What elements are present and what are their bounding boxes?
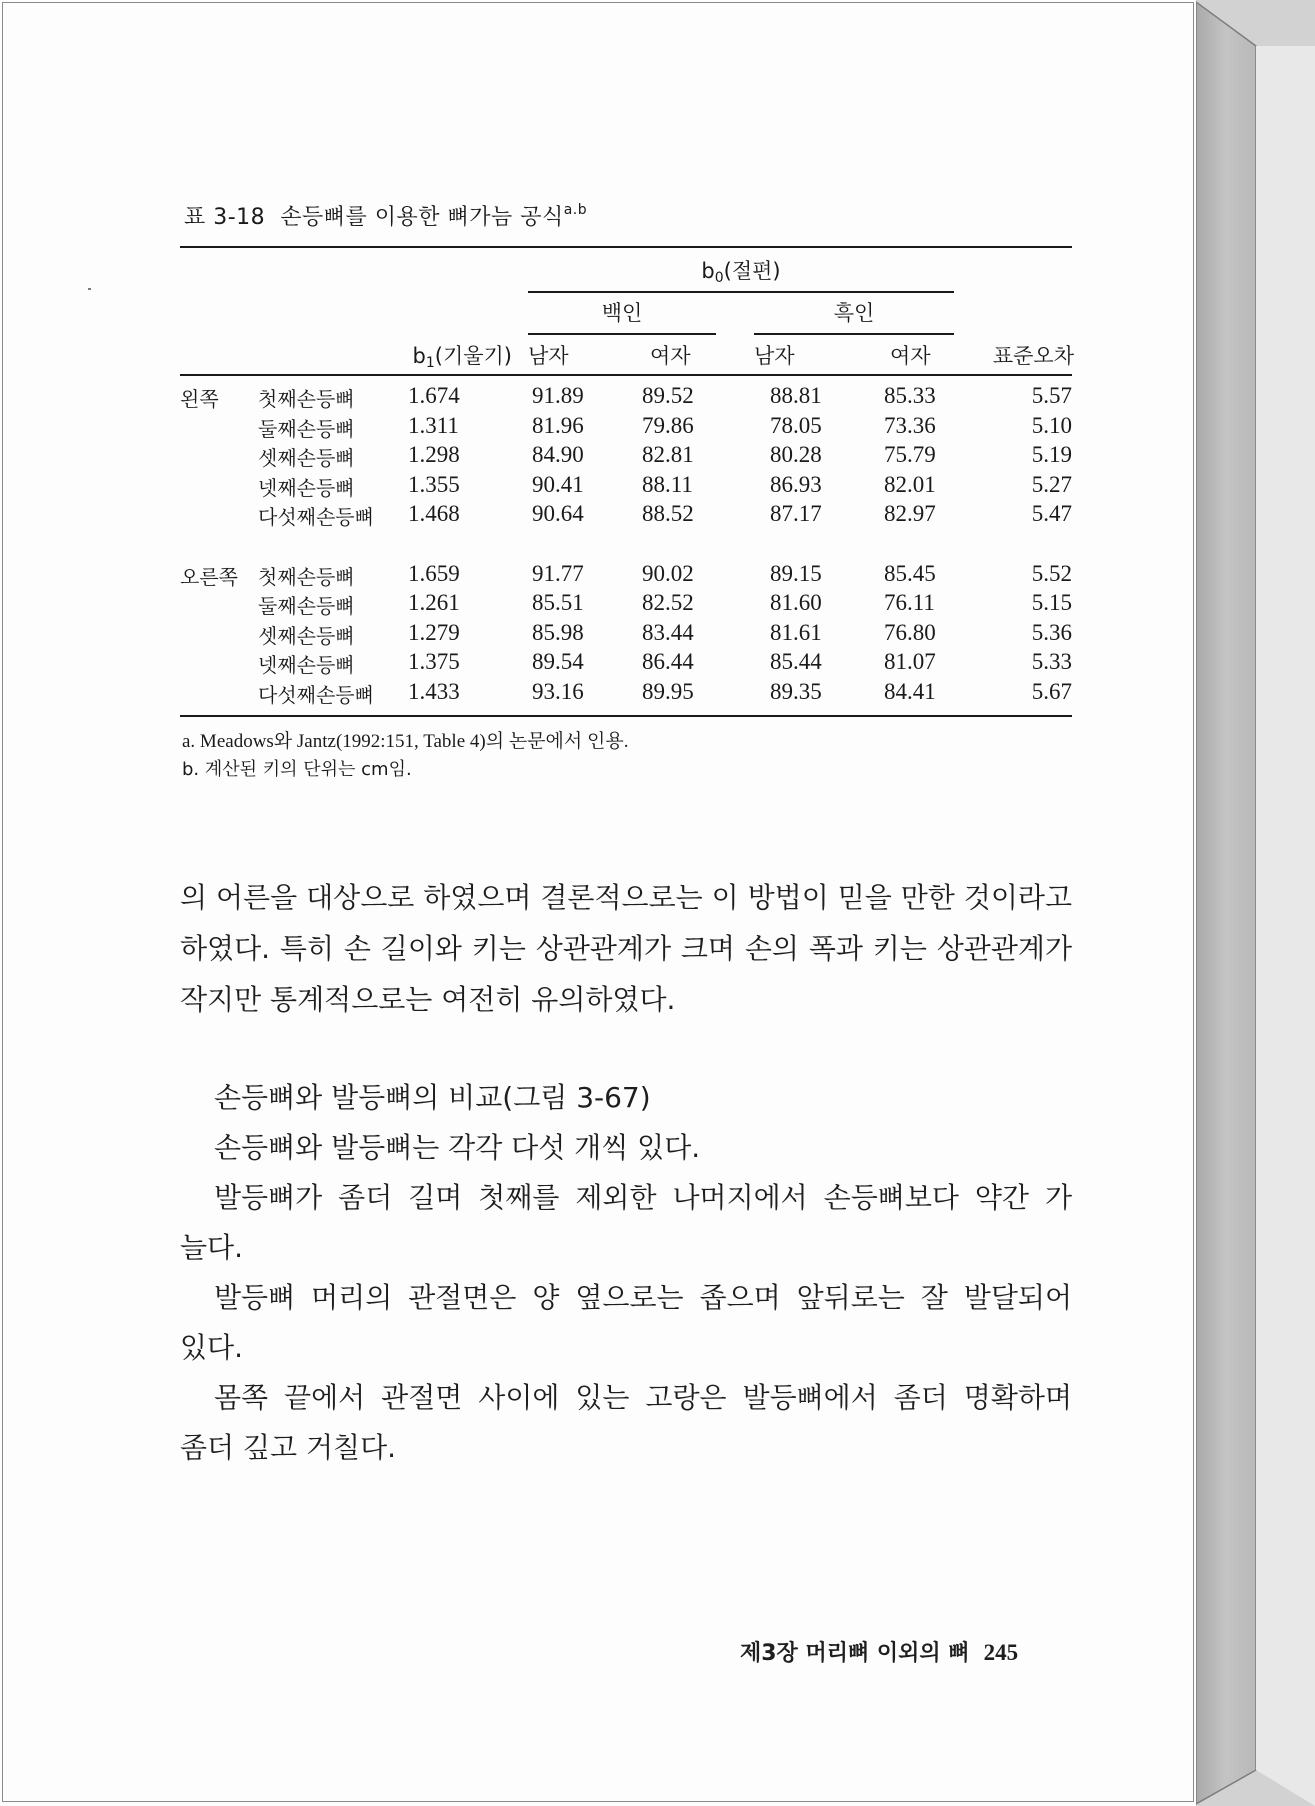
comparison-section [180,1073,1072,1473]
table-row: 오른쪽 첫째손등뼈 1.659 91.77 90.02 89.15 85.45 5.52 [180,560,1072,589]
section-heading: 손등뼈와 발등뼈의 비교(그림 3-67) [214,1081,651,1114]
table-row: 둘째손등뼈 1.311 81.96 79.86 78.05 73.36 5.10 [258,412,1072,441]
body-paragraph: 의 어른을 대상으로 하였으며 결론적으로는 이 방법이 믿을 만한 것이라고 하였다. 특히 손 길이와 키는 상관관계가 크며 손의 폭과 키는 상관관계가 작지만 통계적으로는 여전히 유의하였다. [180,881,1073,1016]
section-line-2b: 늘다. [180,1231,243,1264]
table-bottom-rule [180,715,1072,717]
white-female-header: 여자 [650,344,691,368]
print-speck [88,288,91,290]
table-row: 넷째손등뼈 1.355 90.41 88.11 86.93 82.01 5.27 [258,471,1072,500]
table-caption [184,200,587,231]
table-row: 넷째손등뼈 1.375 89.54 86.44 85.44 81.07 5.33 [258,649,1072,677]
table-row: 셋째손등뼈 1.298 84.90 82.81 80.28 75.79 5.19 [258,442,1072,470]
section-line-4b: 좀더 깊고 거칠다. [180,1431,397,1464]
table-row: 셋째손등뼈 1.279 85.98 83.44 81.61 76.80 5.36 [258,619,1072,648]
table-body [180,383,1072,708]
section-line-3b: 있다. [180,1331,243,1364]
header-bottom-rule [180,374,1072,376]
se-header: 표준오차 [992,344,1074,368]
table-row: 다섯째손등뼈 1.468 90.64 88.52 87.17 82.97 5.47 [258,501,1072,529]
black-male-header: 남자 [754,344,795,368]
table-label: 표 3-18 [184,205,266,230]
b1-header: $b_1$(기울기) [412,344,512,371]
running-footer [740,1636,1018,1667]
table-row: 다섯째손등뼈 1.433 93.16 89.95 89.35 84.41 5.67 [258,678,1072,707]
b0-group-rule [528,291,954,293]
table-title: 손등뼈를 이용한 뼈가늠 공식 [280,205,564,230]
section-line-1: 손등뼈와 발등뼈는 각각 다섯 개씩 있다. [214,1131,701,1164]
table-top-rule [180,246,1072,248]
book-spine [1196,0,1315,1806]
table-row: 왼쪽 첫째손등뼈 1.674 91.89 89.52 88.81 85.33 5.57 [180,383,1072,411]
section-line-4a: 몸쪽 끝에서 관절면 사이에 있는 고랑은 발등뼈에서 좀더 명확하며 [214,1381,1072,1414]
table-notes [182,728,628,784]
spine-shape [1196,0,1315,1806]
section-line-3a: 발등뼈 머리의 관절면은 양 옆으로는 좁으며 앞뒤로는 잘 발달되어 [214,1281,1072,1314]
section-line-2a: 발등뼈가 좀더 길며 첫째를 제외한 나머지에서 손등뼈보다 약간 가 [214,1181,1072,1214]
black-female-header: 여자 [890,344,931,368]
table-row: 둘째손등뼈 1.261 85.51 82.52 81.60 76.11 5.15 [258,590,1072,618]
note-a: a. Meadows와 Jantz(1992:151, Table 4)의 논문에서 인용. [182,731,629,752]
white-group-rule [528,333,716,335]
chapter-title: 제3장 머리뼈 이외의 뼈 [740,1641,970,1666]
b0-header: $b_0$(절편) [701,259,781,286]
white-header: 백인 [601,301,643,325]
page-number: 245 [983,1640,1019,1665]
black-header: 흑인 [833,301,875,325]
table-footnote-marks: a.b [563,202,588,218]
white-male-header: 남자 [528,344,569,368]
note-b: b. 계산된 키의 단위는 cm임. [182,759,412,780]
table-group-gap [180,531,1072,561]
black-group-rule [754,333,954,335]
